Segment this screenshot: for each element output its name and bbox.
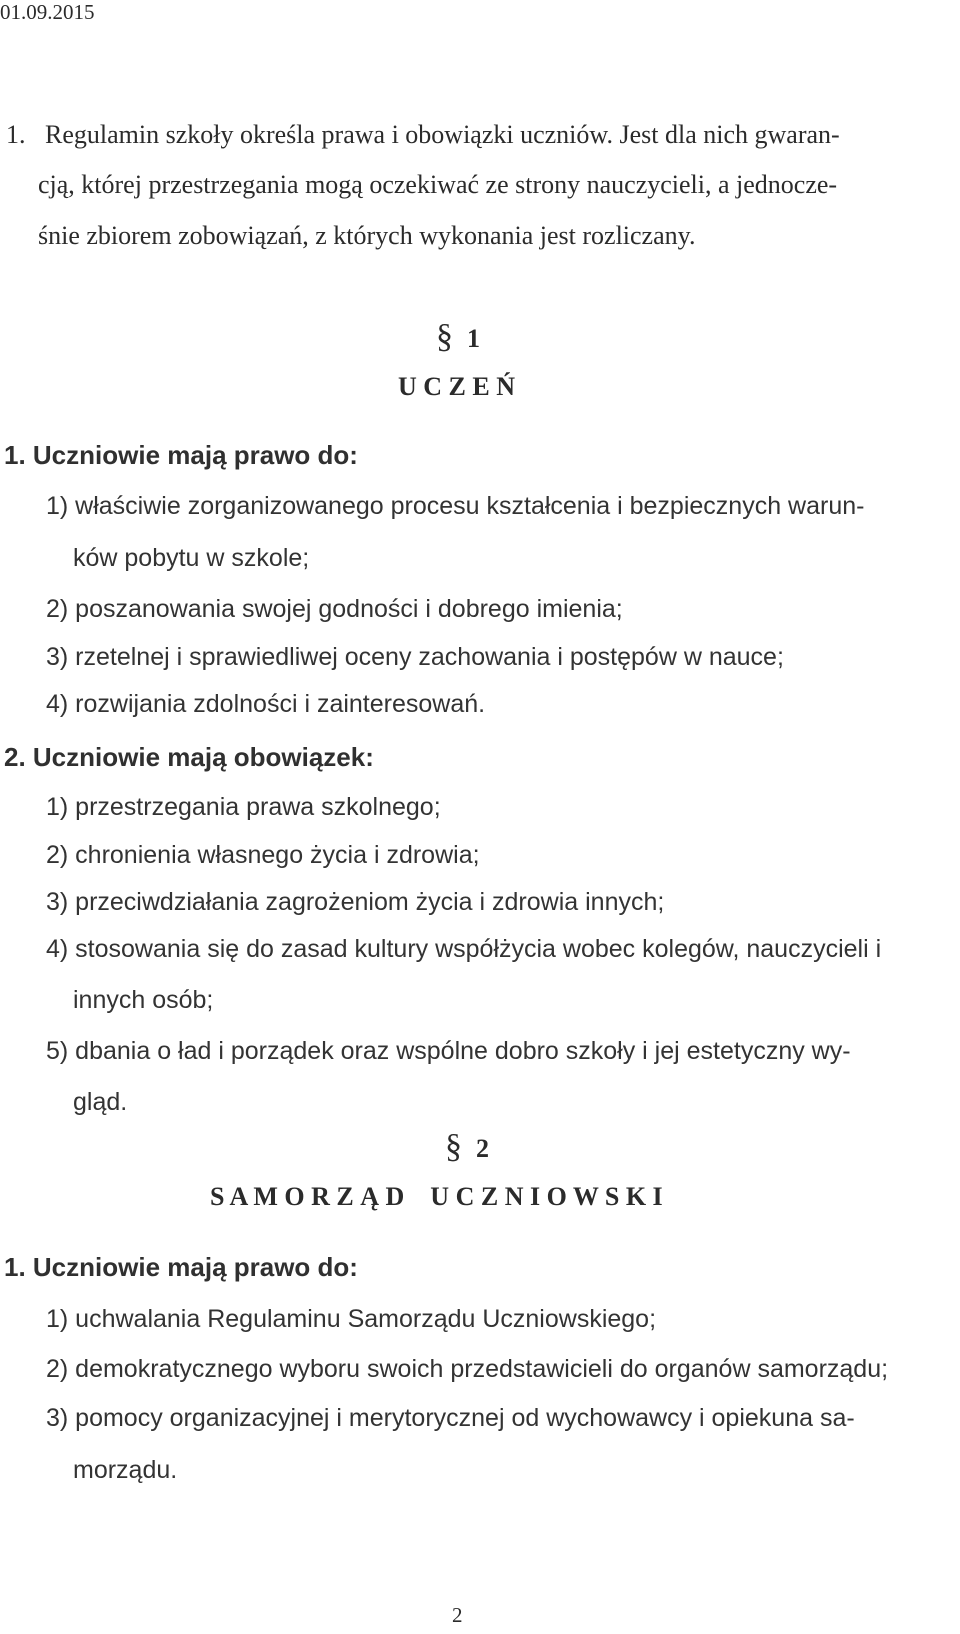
rights-item-3: 3) rzetelnej i sprawiedliwej oceny zachowania i postępów w nauce; <box>46 643 784 671</box>
section-2-title: S A M O R Z Ą D U C Z N I O W S K I <box>210 1182 663 1211</box>
duties-item-2: 2) chronienia własnego życia i zdrowia; <box>46 841 480 869</box>
section-symbol: § <box>436 318 453 355</box>
document-date: 01.09.2015 <box>0 0 95 24</box>
council-rights-item-2: 2) demokratycznego wyboru swoich przedstawicieli do organów samorządu; <box>46 1355 889 1383</box>
council-rights-item-3-cont: morządu. <box>73 1456 178 1484</box>
council-rights-item-3: 3) pomocy organizacyjnej i merytorycznej od wychowawcy i opiekuna sa- <box>46 1404 855 1432</box>
section-2-heading <box>445 1128 489 1166</box>
duties-item-4-cont: innych osób; <box>73 986 214 1014</box>
duties-item-5-cont: gląd. <box>73 1088 128 1116</box>
duties-item-3: 3) przeciwdziałania zagrożeniom życia i zdrowia innych; <box>46 888 665 916</box>
section-number: 2 <box>476 1134 489 1163</box>
council-rights-lead: 1. Uczniowie mają prawo do: <box>4 1252 358 1282</box>
page-number: 2 <box>452 1603 463 1627</box>
section-symbol: § <box>445 1128 462 1165</box>
rights-item-4: 4) rozwijania zdolności i zainteresowań. <box>46 690 486 718</box>
intro-line-2: cją, której przestrzegania mogą oczekiwać ze strony nauczycieli, a jednocze- <box>38 170 838 199</box>
duties-item-4: 4) stosowania się do zasad kultury współżycia wobec kolegów, nauczycieli i <box>46 935 882 963</box>
council-rights-item-1: 1) uchwalania Regulaminu Samorządu Uczniowskiego; <box>46 1305 657 1333</box>
rights-item-2: 2) poszanowania swojej godności i dobrego imienia; <box>46 595 623 623</box>
section-1-title: U C Z E Ń <box>398 372 516 401</box>
section-1-heading <box>436 318 480 356</box>
rights-lead: 1. Uczniowie mają prawo do: <box>4 440 358 470</box>
intro-line-1: 1. Regulamin szkoły określa prawa i obowiązki uczniów. Jest dla nich gwaran- <box>6 120 840 149</box>
duties-item-5: 5) dbania o ład i porządek oraz wspólne dobro szkoły i jej estetyczny wy- <box>46 1037 851 1065</box>
section-number: 1 <box>467 324 480 353</box>
intro-line-3: śnie zbiorem zobowiązań, z których wykonania jest rozliczany. <box>38 221 696 250</box>
duties-item-1: 1) przestrzegania prawa szkolnego; <box>46 793 441 821</box>
rights-item-1: 1) właściwie zorganizowanego procesu kształcenia i bezpiecznych warun- <box>46 492 865 520</box>
duties-lead: 2. Uczniowie mają obowiązek: <box>4 742 374 772</box>
rights-item-1-cont: ków pobytu w szkole; <box>73 544 310 572</box>
